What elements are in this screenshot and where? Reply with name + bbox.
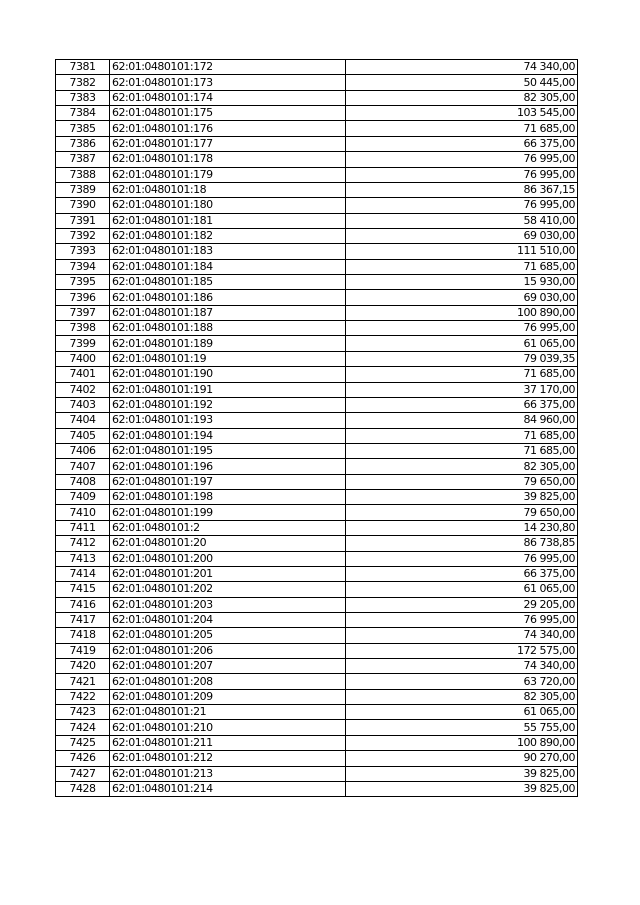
value-cell: 100 890,00 [346,735,578,750]
value-cell: 76 995,00 [346,198,578,213]
cadastral-number-cell: 62:01:0480101:203 [110,597,346,612]
value-cell: 82 305,00 [346,90,578,105]
table-row [56,520,578,535]
value-cell: 79 650,00 [346,474,578,489]
cadastral-number-cell: 62:01:0480101:180 [110,198,346,213]
table-row [56,705,578,720]
cadastral-number-cell: 62:01:0480101:2 [110,520,346,535]
row-number-cell: 7421 [56,674,110,689]
row-number-cell: 7423 [56,705,110,720]
cadastral-number-cell: 62:01:0480101:199 [110,505,346,520]
value-cell: 86 738,85 [346,536,578,551]
cadastral-number-cell: 62:01:0480101:181 [110,213,346,228]
value-cell: 74 340,00 [346,659,578,674]
table-row [56,213,578,228]
row-number-cell: 7395 [56,275,110,290]
table-row [56,751,578,766]
cadastral-number-cell: 62:01:0480101:183 [110,244,346,259]
table-row [56,612,578,627]
table-row [56,198,578,213]
row-number-cell: 7408 [56,474,110,489]
value-cell: 74 340,00 [346,60,578,75]
table-row [56,321,578,336]
value-cell: 66 375,00 [346,136,578,151]
cadastral-value-table [55,59,578,797]
cadastral-number-cell: 62:01:0480101:205 [110,628,346,643]
table-row [56,505,578,520]
row-number-cell: 7388 [56,167,110,182]
value-cell: 71 685,00 [346,259,578,274]
row-number-cell: 7384 [56,106,110,121]
table-row [56,244,578,259]
cadastral-number-cell: 62:01:0480101:213 [110,766,346,781]
cadastral-number-cell: 62:01:0480101:191 [110,382,346,397]
row-number-cell: 7383 [56,90,110,105]
cadastral-number-cell: 62:01:0480101:177 [110,136,346,151]
row-number-cell: 7414 [56,566,110,581]
cadastral-number-cell: 62:01:0480101:189 [110,336,346,351]
table-row [56,582,578,597]
value-cell: 39 825,00 [346,766,578,781]
row-number-cell: 7398 [56,321,110,336]
table-row [56,428,578,443]
row-number-cell: 7399 [56,336,110,351]
row-number-cell: 7391 [56,213,110,228]
row-number-cell: 7417 [56,612,110,627]
row-number-cell: 7389 [56,182,110,197]
row-number-cell: 7397 [56,305,110,320]
cadastral-number-cell: 62:01:0480101:195 [110,443,346,458]
cadastral-number-cell: 62:01:0480101:175 [110,106,346,121]
cadastral-number-cell: 62:01:0480101:209 [110,689,346,704]
cadastral-number-cell: 62:01:0480101:206 [110,643,346,658]
row-number-cell: 7394 [56,259,110,274]
value-cell: 82 305,00 [346,689,578,704]
cadastral-number-cell: 62:01:0480101:176 [110,121,346,136]
table-row [56,75,578,90]
value-cell: 61 065,00 [346,582,578,597]
cadastral-number-cell: 62:01:0480101:173 [110,75,346,90]
table-row [56,551,578,566]
cadastral-number-cell: 62:01:0480101:184 [110,259,346,274]
table-row [56,643,578,658]
cadastral-number-cell: 62:01:0480101:212 [110,751,346,766]
cadastral-number-cell: 62:01:0480101:174 [110,90,346,105]
table-row [56,674,578,689]
table-row [56,60,578,75]
row-number-cell: 7425 [56,735,110,750]
value-cell: 71 685,00 [346,121,578,136]
table-row [56,781,578,796]
table-row [56,413,578,428]
row-number-cell: 7382 [56,75,110,90]
table-row [56,689,578,704]
value-cell: 71 685,00 [346,428,578,443]
cadastral-number-cell: 62:01:0480101:200 [110,551,346,566]
value-cell: 100 890,00 [346,305,578,320]
cadastral-number-cell: 62:01:0480101:178 [110,152,346,167]
table-row [56,228,578,243]
cadastral-number-cell: 62:01:0480101:190 [110,367,346,382]
cadastral-number-cell: 62:01:0480101:214 [110,781,346,796]
row-number-cell: 7387 [56,152,110,167]
value-cell: 29 205,00 [346,597,578,612]
value-cell: 90 270,00 [346,751,578,766]
table-row [56,628,578,643]
cadastral-number-cell: 62:01:0480101:187 [110,305,346,320]
cadastral-number-cell: 62:01:0480101:196 [110,459,346,474]
value-cell: 61 065,00 [346,336,578,351]
cadastral-number-cell: 62:01:0480101:186 [110,290,346,305]
cadastral-number-cell: 62:01:0480101:19 [110,351,346,366]
row-number-cell: 7419 [56,643,110,658]
row-number-cell: 7412 [56,536,110,551]
value-cell: 111 510,00 [346,244,578,259]
cadastral-number-cell: 62:01:0480101:188 [110,321,346,336]
table-row [56,90,578,105]
row-number-cell: 7385 [56,121,110,136]
row-number-cell: 7415 [56,582,110,597]
row-number-cell: 7427 [56,766,110,781]
value-cell: 55 755,00 [346,720,578,735]
value-cell: 71 685,00 [346,367,578,382]
cadastral-number-cell: 62:01:0480101:172 [110,60,346,75]
value-cell: 71 685,00 [346,443,578,458]
table-row [56,659,578,674]
table-row [56,152,578,167]
value-cell: 61 065,00 [346,705,578,720]
value-cell: 66 375,00 [346,566,578,581]
cadastral-number-cell: 62:01:0480101:211 [110,735,346,750]
table-row [56,397,578,412]
cadastral-number-cell: 62:01:0480101:201 [110,566,346,581]
value-cell: 39 825,00 [346,781,578,796]
table-row [56,275,578,290]
table-row [56,382,578,397]
row-number-cell: 7428 [56,781,110,796]
table-row [56,167,578,182]
value-cell: 76 995,00 [346,551,578,566]
table-row [56,474,578,489]
value-cell: 86 367,15 [346,182,578,197]
value-cell: 58 410,00 [346,213,578,228]
row-number-cell: 7402 [56,382,110,397]
value-cell: 79 039,35 [346,351,578,366]
table-row [56,305,578,320]
value-cell: 63 720,00 [346,674,578,689]
cadastral-number-cell: 62:01:0480101:185 [110,275,346,290]
cadastral-number-cell: 62:01:0480101:18 [110,182,346,197]
cadastral-number-cell: 62:01:0480101:194 [110,428,346,443]
value-cell: 69 030,00 [346,228,578,243]
value-cell: 66 375,00 [346,397,578,412]
table-row [56,121,578,136]
row-number-cell: 7416 [56,597,110,612]
table-row [56,536,578,551]
cadastral-number-cell: 62:01:0480101:192 [110,397,346,412]
value-cell: 82 305,00 [346,459,578,474]
cadastral-number-cell: 62:01:0480101:204 [110,612,346,627]
row-number-cell: 7411 [56,520,110,535]
value-cell: 39 825,00 [346,490,578,505]
row-number-cell: 7413 [56,551,110,566]
table-row [56,367,578,382]
row-number-cell: 7418 [56,628,110,643]
value-cell: 69 030,00 [346,290,578,305]
table-row [56,720,578,735]
value-cell: 37 170,00 [346,382,578,397]
table-row [56,490,578,505]
cadastral-number-cell: 62:01:0480101:21 [110,705,346,720]
row-number-cell: 7400 [56,351,110,366]
table-row [56,259,578,274]
table-row [56,182,578,197]
table-row [56,566,578,581]
table-row [56,351,578,366]
table-row [56,597,578,612]
row-number-cell: 7404 [56,413,110,428]
value-cell: 76 995,00 [346,152,578,167]
row-number-cell: 7403 [56,397,110,412]
cadastral-number-cell: 62:01:0480101:193 [110,413,346,428]
table-row [56,459,578,474]
row-number-cell: 7406 [56,443,110,458]
table-row [56,336,578,351]
value-cell: 84 960,00 [346,413,578,428]
cadastral-number-cell: 62:01:0480101:179 [110,167,346,182]
cadastral-number-cell: 62:01:0480101:198 [110,490,346,505]
row-number-cell: 7426 [56,751,110,766]
value-cell: 79 650,00 [346,505,578,520]
row-number-cell: 7422 [56,689,110,704]
cadastral-number-cell: 62:01:0480101:182 [110,228,346,243]
cadastral-number-cell: 62:01:0480101:210 [110,720,346,735]
value-cell: 15 930,00 [346,275,578,290]
value-cell: 50 445,00 [346,75,578,90]
value-cell: 74 340,00 [346,628,578,643]
table-row [56,136,578,151]
row-number-cell: 7424 [56,720,110,735]
cadastral-number-cell: 62:01:0480101:20 [110,536,346,551]
row-number-cell: 7390 [56,198,110,213]
row-number-cell: 7386 [56,136,110,151]
row-number-cell: 7396 [56,290,110,305]
cadastral-number-cell: 62:01:0480101:197 [110,474,346,489]
row-number-cell: 7405 [56,428,110,443]
row-number-cell: 7381 [56,60,110,75]
row-number-cell: 7410 [56,505,110,520]
row-number-cell: 7393 [56,244,110,259]
value-cell: 172 575,00 [346,643,578,658]
row-number-cell: 7401 [56,367,110,382]
row-number-cell: 7409 [56,490,110,505]
value-cell: 76 995,00 [346,167,578,182]
table-row [56,766,578,781]
table-row [56,290,578,305]
table-row [56,443,578,458]
table-row [56,106,578,121]
table-body [56,60,578,797]
row-number-cell: 7392 [56,228,110,243]
row-number-cell: 7407 [56,459,110,474]
cadastral-number-cell: 62:01:0480101:207 [110,659,346,674]
table-row [56,735,578,750]
value-cell: 103 545,00 [346,106,578,121]
cadastral-number-cell: 62:01:0480101:208 [110,674,346,689]
value-cell: 76 995,00 [346,321,578,336]
value-cell: 14 230,80 [346,520,578,535]
cadastral-number-cell: 62:01:0480101:202 [110,582,346,597]
value-cell: 76 995,00 [346,612,578,627]
row-number-cell: 7420 [56,659,110,674]
